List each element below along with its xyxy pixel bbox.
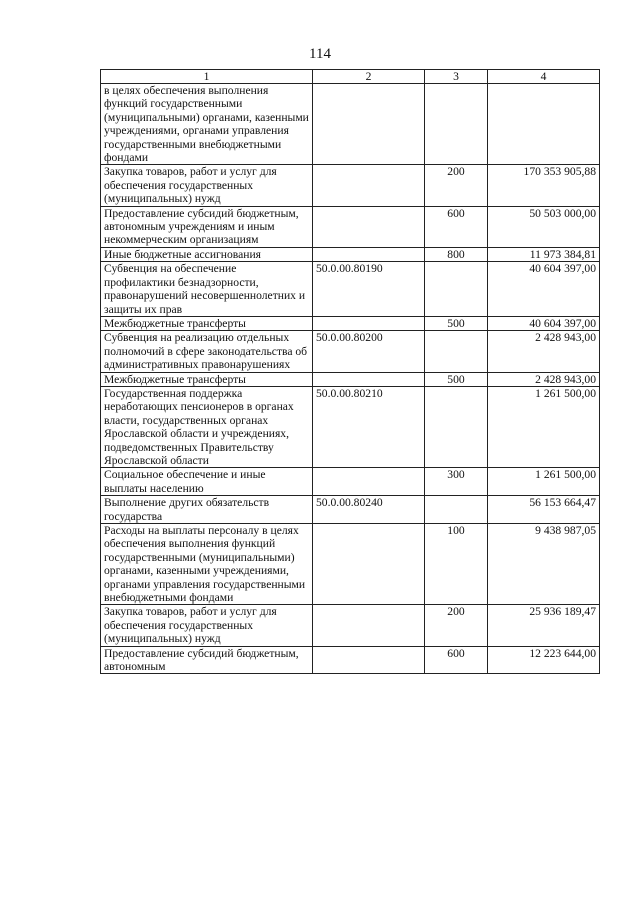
row-expense-type: 800 <box>425 247 488 261</box>
row-amount: 11 973 384,81 <box>488 247 600 261</box>
row-name: Выполнение других обязательств государства <box>101 496 313 524</box>
page-number: 114 <box>309 46 331 62</box>
row-expense-type <box>425 262 488 317</box>
row-amount <box>488 84 600 165</box>
row-name: Межбюджетные трансферты <box>101 316 313 330</box>
header-col-2: 2 <box>313 70 425 84</box>
table-row <box>101 165 600 206</box>
row-amount: 40 604 397,00 <box>488 262 600 317</box>
row-code: 50.0.00.80240 <box>313 496 425 524</box>
row-name: Социальное обеспечение и иные выплаты населению <box>101 468 313 496</box>
row-code: 50.0.00.80190 <box>313 262 425 317</box>
table-row <box>101 646 600 674</box>
row-name: Предоставление субсидий бюджетным, автономным учреждениям и иным некоммерческим организациям <box>101 206 313 247</box>
row-name: в целях обеспечения выполнения функций государственными (муниципальными) органами, казенными учреждениями, органами управления государственными внебюджетными фондами <box>101 84 313 165</box>
row-expense-type <box>425 331 488 372</box>
row-name: Государственная поддержка неработающих пенсионеров в органах власти, государственных органах Ярославской области и учреждениях, подведомственных Правительству Ярославской области <box>101 386 313 467</box>
row-expense-type <box>425 84 488 165</box>
row-expense-type <box>425 386 488 467</box>
row-expense-type: 600 <box>425 646 488 674</box>
row-name: Межбюджетные трансферты <box>101 372 313 386</box>
row-amount: 12 223 644,00 <box>488 646 600 674</box>
header-row <box>101 70 600 84</box>
row-code <box>313 206 425 247</box>
row-code <box>313 372 425 386</box>
row-expense-type: 500 <box>425 372 488 386</box>
header-col-1: 1 <box>101 70 313 84</box>
row-amount: 56 153 664,47 <box>488 496 600 524</box>
row-name: Закупка товаров, работ и услуг для обеспечения государственных (муниципальных) нужд <box>101 165 313 206</box>
table-header <box>101 70 600 84</box>
row-amount: 40 604 397,00 <box>488 316 600 330</box>
header-col-4: 4 <box>488 70 600 84</box>
row-expense-type: 100 <box>425 524 488 605</box>
row-amount: 2 428 943,00 <box>488 372 600 386</box>
row-code <box>313 316 425 330</box>
row-code <box>313 247 425 261</box>
table-row <box>101 247 600 261</box>
row-name: Закупка товаров, работ и услуг для обеспечения государственных (муниципальных) нужд <box>101 605 313 646</box>
row-name: Предоставление субсидий бюджетным, автономным <box>101 646 313 674</box>
row-code <box>313 468 425 496</box>
row-amount: 170 353 905,88 <box>488 165 600 206</box>
row-amount: 50 503 000,00 <box>488 206 600 247</box>
row-code <box>313 165 425 206</box>
row-name: Субвенция на обеспечение профилактики безнадзорности, правонарушений несовершеннолетних и защиты их прав <box>101 262 313 317</box>
table-row <box>101 524 600 605</box>
header-col-3: 3 <box>425 70 488 84</box>
table-row <box>101 331 600 372</box>
row-expense-type: 500 <box>425 316 488 330</box>
row-code <box>313 84 425 165</box>
row-name: Иные бюджетные ассигнования <box>101 247 313 261</box>
row-code: 50.0.00.80210 <box>313 386 425 467</box>
table-body <box>101 84 600 674</box>
table-row <box>101 468 600 496</box>
row-code <box>313 605 425 646</box>
row-amount: 1 261 500,00 <box>488 468 600 496</box>
row-amount: 25 936 189,47 <box>488 605 600 646</box>
row-amount: 1 261 500,00 <box>488 386 600 467</box>
table-row <box>101 262 600 317</box>
table-row <box>101 386 600 467</box>
row-expense-type: 300 <box>425 468 488 496</box>
row-expense-type: 200 <box>425 605 488 646</box>
row-name: Расходы на выплаты персоналу в целях обеспечения выполнения функций государственными (муниципальными) органами, казенными учреждениями, органами управления государственными внебюджетными фондами <box>101 524 313 605</box>
row-code <box>313 646 425 674</box>
table-row <box>101 316 600 330</box>
row-code: 50.0.00.80200 <box>313 331 425 372</box>
row-code <box>313 524 425 605</box>
row-expense-type: 200 <box>425 165 488 206</box>
table-row <box>101 84 600 165</box>
table-row <box>101 206 600 247</box>
budget-table <box>100 69 600 674</box>
table-row <box>101 372 600 386</box>
row-amount: 9 438 987,05 <box>488 524 600 605</box>
row-expense-type: 600 <box>425 206 488 247</box>
row-name: Субвенция на реализацию отдельных полномочий в сфере законодательства об административных правонарушениях <box>101 331 313 372</box>
row-amount: 2 428 943,00 <box>488 331 600 372</box>
row-expense-type <box>425 496 488 524</box>
table-row <box>101 496 600 524</box>
table-row <box>101 605 600 646</box>
